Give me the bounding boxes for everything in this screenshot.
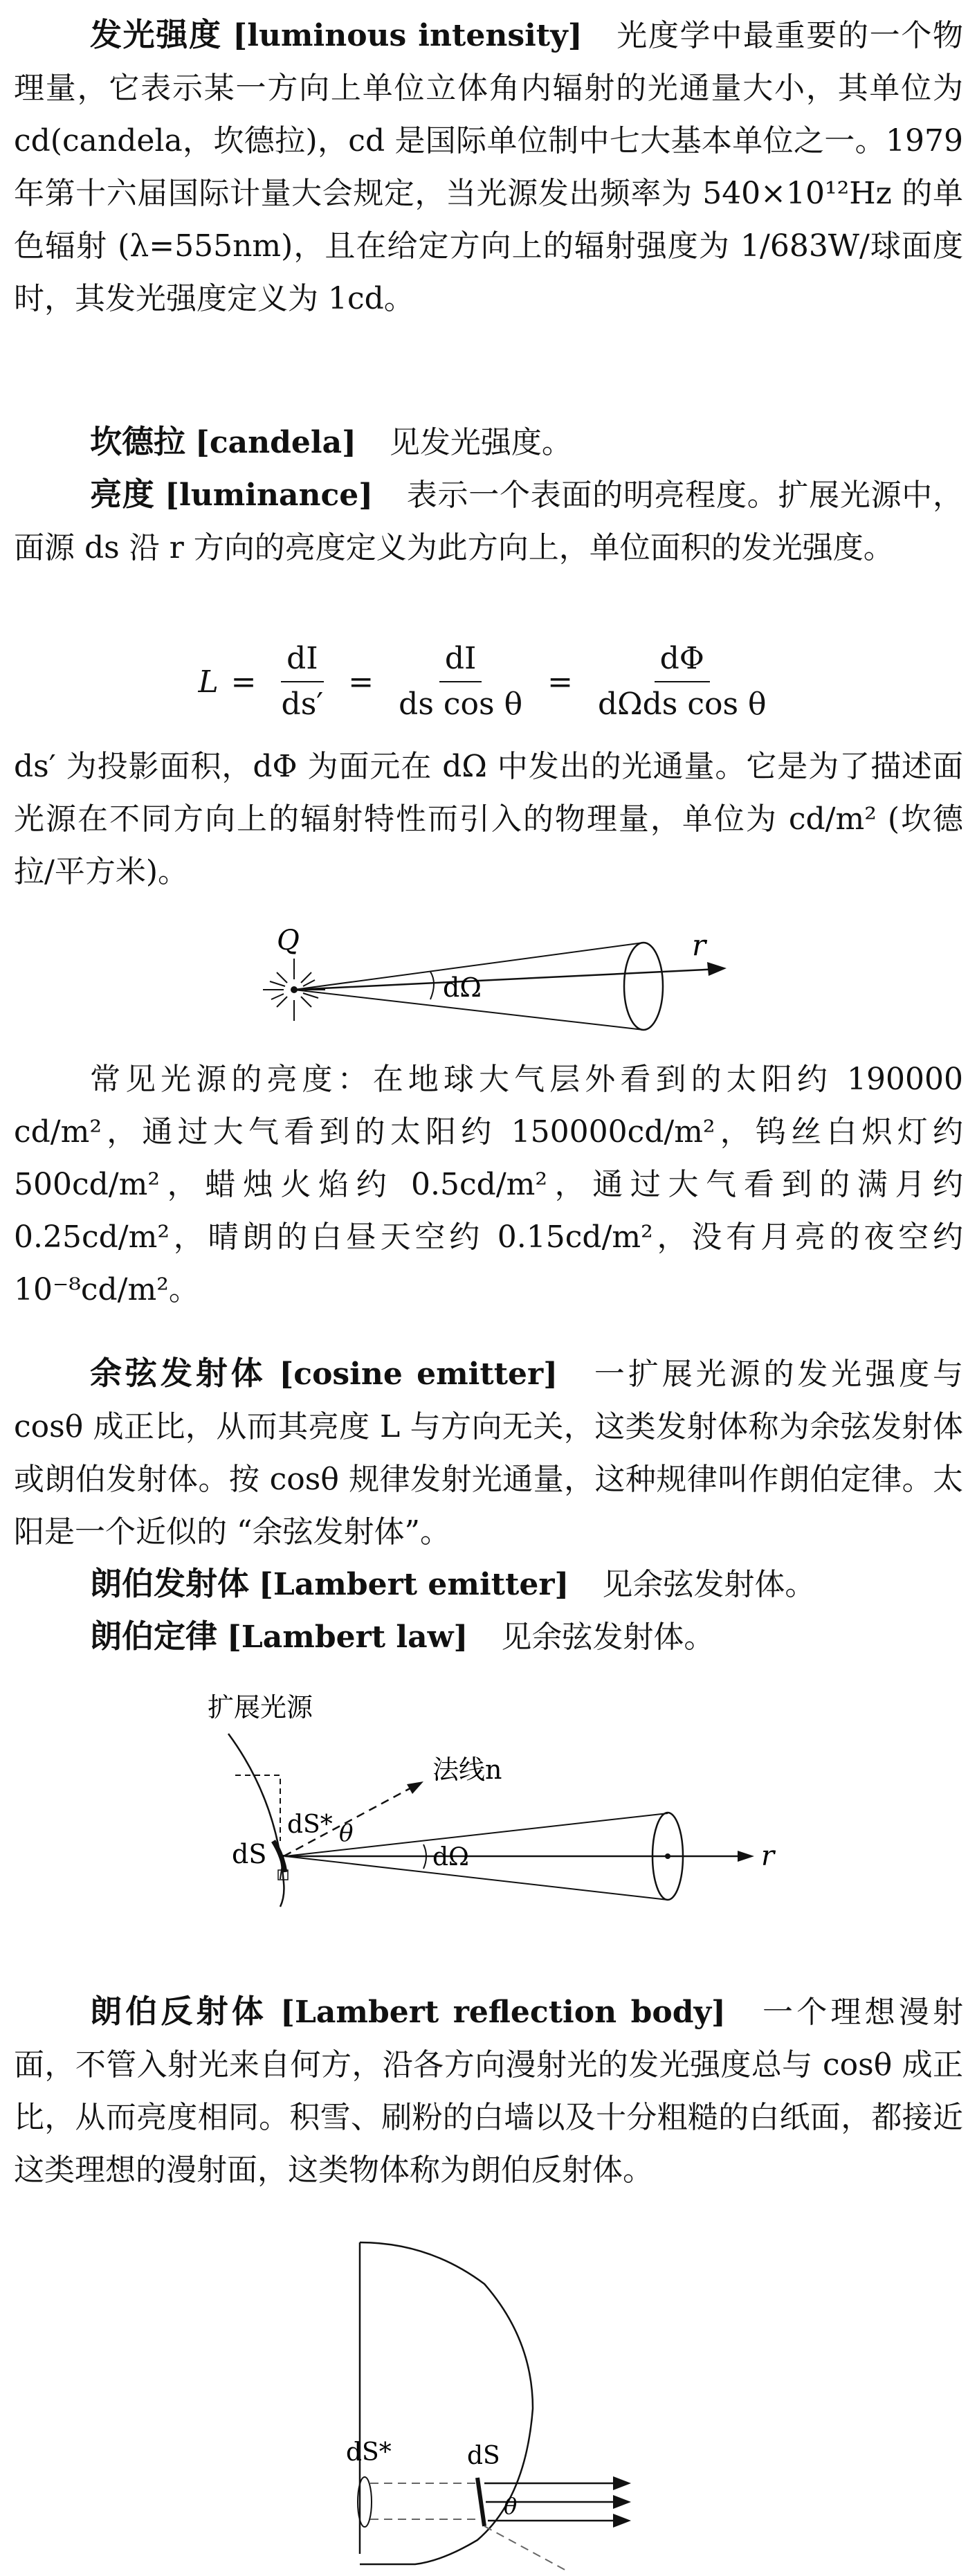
luminance-formula: L = $\frac{dI}{ds'}$ = $\frac{dI}{\text{ds cos θ}}$ = $\frac{d\Phi}{\text{dΩds cos θ}}$ xyxy=(0,626,977,737)
term-english: [Lambert law] xyxy=(227,1620,468,1655)
term-heading: 亮度 xyxy=(90,475,155,513)
figure2-label-theta: θ xyxy=(339,1820,354,1847)
figure-lambert-reflector xyxy=(0,2222,977,2576)
term-heading: 发光强度 xyxy=(90,16,222,53)
term-english: [Lambert emitter] xyxy=(259,1567,569,1602)
term-definition: 见余弦发射体。 xyxy=(602,1567,816,1602)
figure2-label-ds: dS xyxy=(232,1839,267,1869)
entry-candela xyxy=(14,415,963,469)
figure1-label-r: r xyxy=(692,928,706,962)
term-english: [Lambert reflection body] xyxy=(280,1995,726,2030)
term-heading: 朗伯定律 xyxy=(90,1617,217,1655)
figure1-label-q: Q xyxy=(277,925,300,956)
entry-lambert-emitter xyxy=(14,1557,963,1611)
term-english: [candela] xyxy=(195,425,356,460)
figure2-label-r: r xyxy=(761,1840,775,1872)
term-definition: 见发光强度。 xyxy=(389,425,572,460)
term-heading: 坎德拉 xyxy=(90,423,185,460)
figure2-label-normal: 法线n xyxy=(432,1754,502,1785)
term-definition: 见余弦发射体。 xyxy=(501,1620,715,1655)
formula-fraction-1: $\frac{dI}{ds'}$ xyxy=(281,641,324,722)
figure3-label-ds-star: dS* xyxy=(346,2438,392,2467)
figure2-title: 扩展光源 xyxy=(208,1692,313,1723)
term-definition: 光度学中最重要的一个物理量，它表示某一方向上单位立体角内辐射的光通量大小，其单位为 cd(candela，坎德拉)，cd 是国际单位制中七大基本单位之一。1979 年第十六届国际计量大会规定，当光源发出频率为 540×10¹²Hz 的单色辐射 (λ=555nm)，且在给定方向上的辐射强度为 1/683W/球面度时，其发光强度定义为 1cd。 xyxy=(14,18,964,316)
term-english: [luminance] xyxy=(165,478,374,513)
luminance-common-values: 常见光源的亮度：在地球大气层外看到的太阳约 190000 cd/m²，通过大气看到的太阳约 150000cd/m²，钨丝白炽灯约 500cd/m²，蜡烛火焰约 0.5cd/m²，通过大气看到的满月约 0.25cd/m²，晴朗的白昼天空约 0.15cd/m²，没有月亮的夜空约 10⁻⁸cd/m²。 xyxy=(14,1062,963,1307)
figure2-label-ds-star: dS* xyxy=(287,1811,333,1839)
figure1-label-omega: dΩ xyxy=(443,972,482,1003)
term-heading: 余弦发射体 xyxy=(90,1354,266,1392)
term-heading: 朗伯发射体 xyxy=(90,1565,249,1602)
figure-extended-source xyxy=(0,1682,977,1910)
term-definition: 一扩展光源的发光强度与 cosθ 成正比，从而其亮度 L 与方向无关，这类发射体称为余弦发射体或朗伯发射体。按 cosθ 规律发射光通量，这种规律叫作朗伯定律。太阳是一个近似的 “余弦发射体”。 xyxy=(14,1357,964,1550)
term-english: [cosine emitter] xyxy=(279,1357,558,1392)
formula-lhs: L xyxy=(198,664,219,700)
entry-luminous-intensity xyxy=(14,8,963,325)
entry-lambert-reflection xyxy=(14,1985,963,2197)
term-definition: 表示一个表面的明亮程度。扩展光源中，面源 ds 沿 r 方向的亮度定义为此方向上，单位面积的发光强度。 xyxy=(14,478,964,565)
entry-luminance xyxy=(14,468,963,574)
formula-fraction-2: $\frac{dI}{\text{ds cos θ}}$ xyxy=(399,641,523,722)
figure3-label-theta: θ xyxy=(504,2493,518,2519)
entry-cosine-emitter xyxy=(14,1347,963,1559)
luminance-continuation: ds′ 为投影面积，dΦ 为面元在 dΩ 中发出的光通量。它是为了描述面光源在不同方向上的辐射特性而引入的物理量，单位为 cd/m² (坎德拉/平方米)。 xyxy=(14,749,963,889)
formula-fraction-3: $\frac{d\Phi}{\text{dΩds cos θ}}$ xyxy=(597,641,767,722)
figure3-label-ds: dS xyxy=(467,2442,500,2470)
figure2-label-omega: dΩ xyxy=(432,1843,469,1871)
term-heading: 朗伯反射体 xyxy=(90,1993,267,2030)
entry-lambert-law xyxy=(14,1610,963,1664)
term-definition: 一个理想漫射面，不管入射光来自何方，沿各方向漫射光的发光强度总与 cosθ 成正比，从而亮度相同。积雪、刷粉的白墙以及十分粗糙的白纸面，都接近这类理想的漫射面，这类物体称为朗伯反射体。 xyxy=(14,1995,964,2188)
term-english: [luminous intensity] xyxy=(232,18,583,53)
figure-point-source-cone xyxy=(0,914,977,1038)
